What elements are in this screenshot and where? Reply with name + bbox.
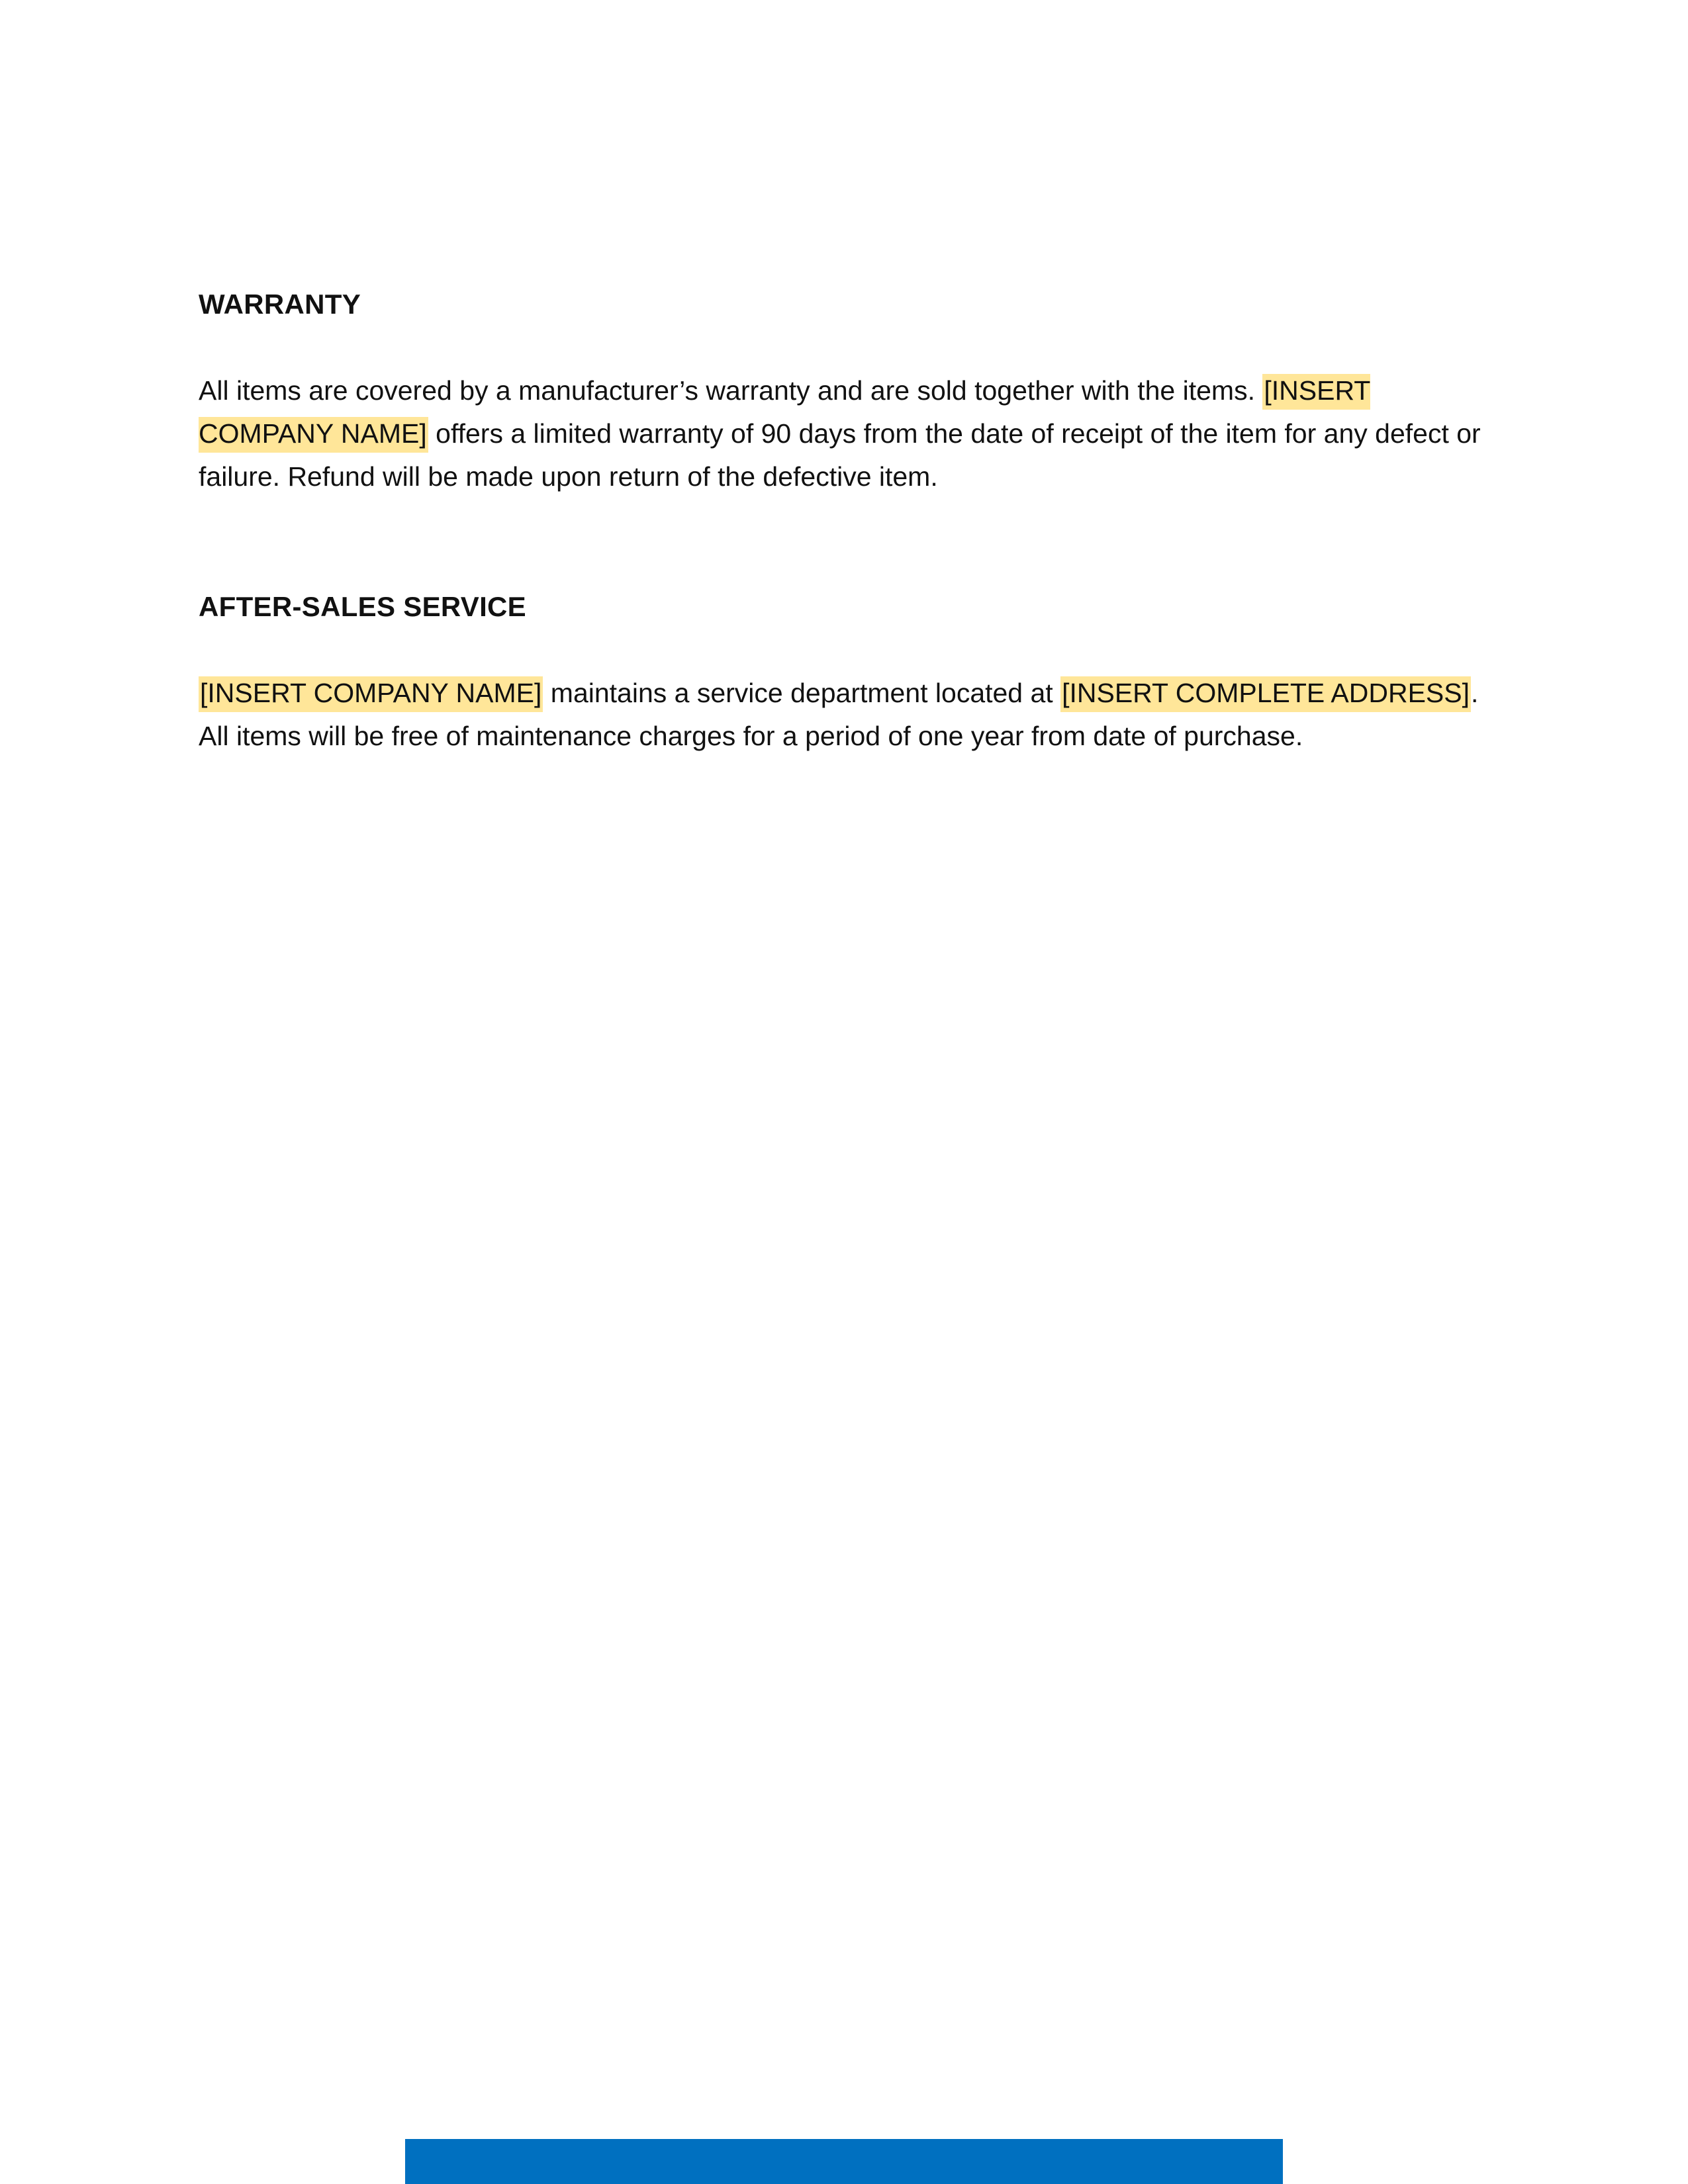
after-sales-heading: AFTER-SALES SERVICE	[199, 591, 526, 622]
warranty-heading: WARRANTY	[199, 289, 361, 320]
warranty-paragraph	[199, 369, 1496, 498]
address-placeholder: [INSERT COMPLETE ADDRESS]	[1060, 676, 1471, 712]
footer-bar	[405, 2139, 1283, 2184]
warranty-text-2: offers a limited warranty of 90 days from the date of receipt of the item for any defect or failure. Refund will be made upon return of the defective item.	[199, 418, 1481, 492]
after-sales-text-2: . All items will be free of maintenance charges for a period of one year from date of purchase.	[199, 678, 1479, 751]
after-sales-text-1: maintains a service department located at	[543, 678, 1061, 708]
company-name-placeholder: [INSERT COMPANY NAME]	[199, 374, 1370, 453]
warranty-text-1: All items are covered by a manufacturer’s warranty and are sold together with the items.	[199, 375, 1263, 406]
document-body	[199, 283, 1496, 758]
after-sales-paragraph	[199, 672, 1496, 758]
company-name-placeholder: [INSERT COMPANY NAME]	[199, 676, 543, 712]
